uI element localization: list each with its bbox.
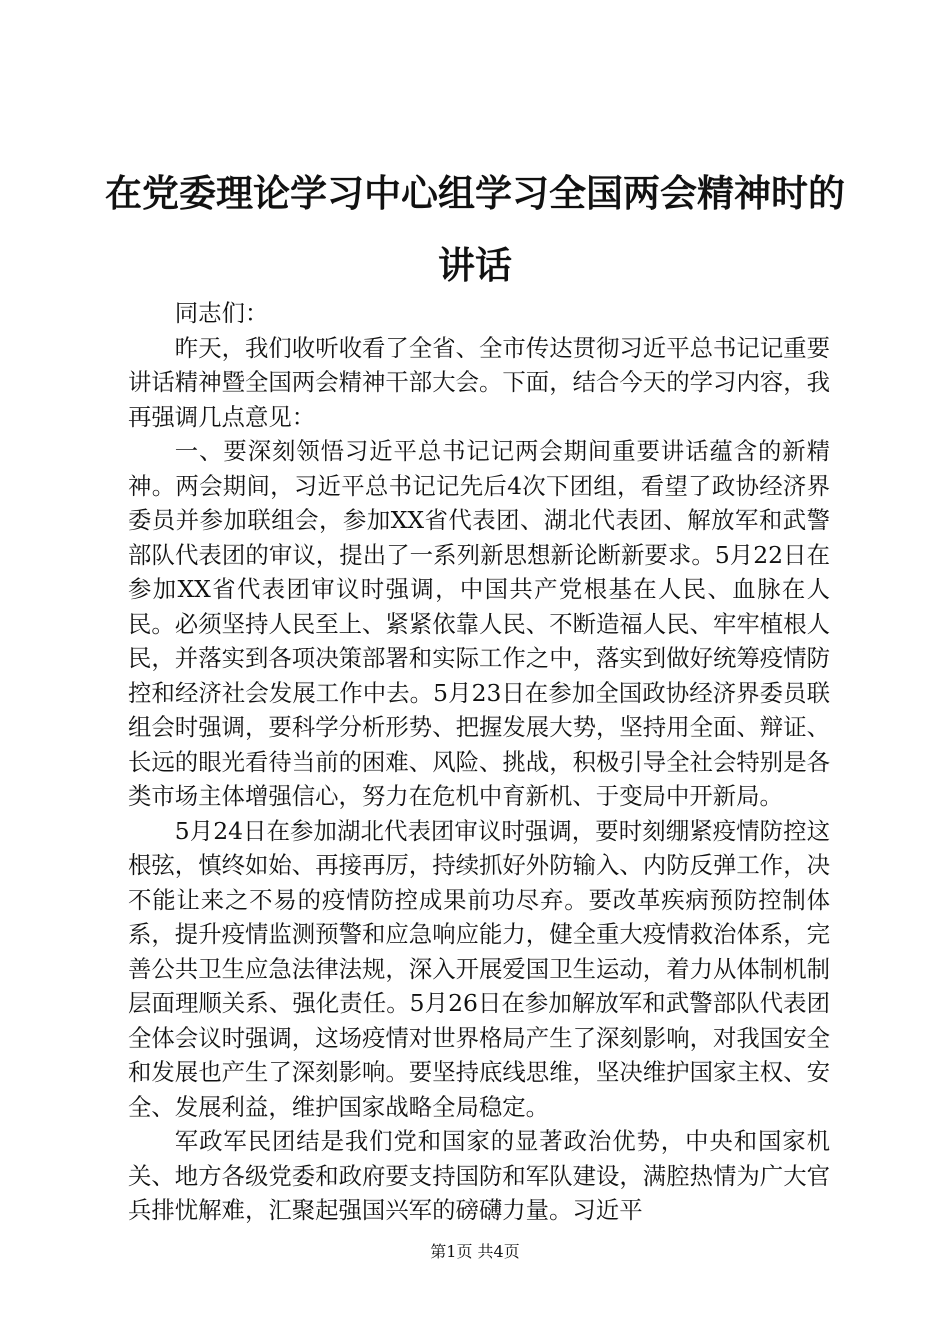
paragraph-intro: 昨天，我们收听收看了全省、全市传达贯彻习近平总书记记重要讲话精神暨全国两会精神干部大会。下面，结合今天的学习内容，我再强调几点意见： [128,333,830,431]
paragraph-may-24: 5月24日在参加湖北代表团审议时强调，要时刻绷紧疫情防控这根弦，慎终如始、再接再厉，持续抓好外防输入、内防反弹工作，决不能让来之不易的疫情防控成果前功尽弃。要改革疾病预防控制体系，提升疫情监测预警和应急响应能力，健全重大疫情救治体系，完善公共卫生应急法律法规，深入开展爱国卫生运动，着力从体制机制层面理顺关系、强化责任。5月26日在参加解放军和武警部队代表团全体会议时强调，这场疫情对世界格局产生了深刻影响，对我国安全和发展也产生了深刻影响。要坚持底线思维，坚决维护国家主权、安全、发展利益，维护国家战略全局稳定。 [128,816,830,1121]
page-number: 第1页 共4页 [430,1242,520,1261]
document-title: 在党委理论学习中心组学习全国两会精神时的讲话 [105,172,845,287]
paragraph-salutation: 同志们： [174,299,269,327]
paragraph-section-one: 一、要深刻领悟习近平总书记记两会期间重要讲话蕴含的新精神。两会期间，习近平总书记记先后4次下团组，看望了政协经济界委员并参加联组会，参加XX省代表团、湖北代表团、解放军和武警部队代表团的审议，提出了一系列新思想新论断新要求。5月22日在参加XX省代表团审议时强调，中国共产党根基在人民、血脉在人民。必须坚持人民至上、紧紧依靠人民、不断造福人民、牢牢植根人民，并落实到各项决策部署和实际工作之中，落实到做好统筹疫情防控和经济社会发展工作中去。5月23日在参加全国政协经济界委员联组会时强调，要科学分析形势、把握发展大势，坚持用全面、辩证、长远的眼光看待当前的困难、风险、挑战，积极引导全社会特别是各类市场主体增强信心，努力在危机中育新机、于变局中开新局。 [128,437,830,810]
paragraph-military-civilian: 军政军民团结是我们党和国家的显著政治优势，中央和国家机关、地方各级党委和政府要支持国防和军队建设，满腔热情为广大官兵排忧解难，汇聚起强国兴军的磅礴力量。习近平 [128,1127,830,1224]
document-body [128,296,830,1228]
